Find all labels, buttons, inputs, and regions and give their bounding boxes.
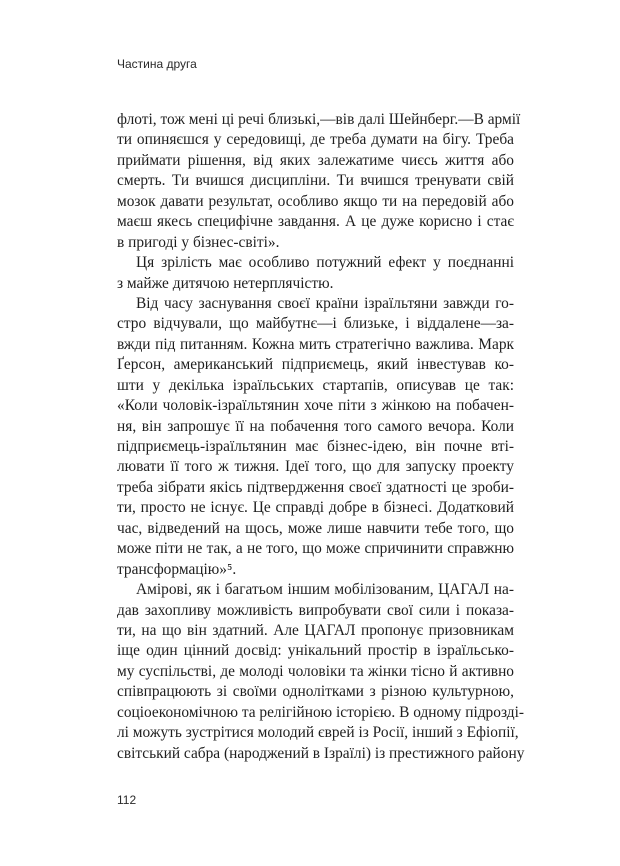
text-line: вжди під питанням. Кожна мить стратегічно важлива. Марк	[117, 335, 514, 353]
text-line: ня, він запрошує її на побачення того самого вечора. Коли	[117, 417, 514, 435]
text-line: Від часу заснування своєї країни ізраїльтяни завжди го-	[136, 294, 514, 312]
text-line: світський сабра (народжений в Ізраїлі) із престижного району	[117, 744, 525, 762]
text-line: маєш якесь специфічне завдання. А це дуже корисно і стає	[117, 213, 514, 231]
text-line: в пригоді у бізнес-світі».	[117, 233, 280, 251]
text-line: стро відчували, що майбутнє—і близьке, і віддалене—за-	[117, 315, 514, 333]
paragraph	[117, 110, 521, 253]
text-line: трансформацію»⁵.	[117, 560, 237, 578]
text-line: смерть. Ти вчишся дисципліни. Ти вчишся тренувати свій	[117, 172, 514, 190]
text-line: му суспільстві, де молоді чоловіки та жінки тісно й активно	[117, 662, 514, 680]
paragraph	[117, 294, 514, 580]
text-line: час, відведений на щось, може лише навчити тебе того, що	[117, 519, 514, 537]
text-line: ти, на що він здатний. Але ЦАГАЛ пропонує призовникам	[117, 621, 514, 639]
text-line: приймати рішення, від яких залежатиме чиєсь життя або	[117, 151, 514, 169]
text-line: підприємець-ізраїльтянин має бізнес-ідею, він почне вті-	[117, 438, 514, 455]
text-line: ти, просто не існує. Це справді добре в бізнесі. Додатковий	[117, 499, 514, 517]
paragraph	[117, 253, 514, 294]
text-line: іще один цінний досвід: унікальний простір в ізраїльсько-	[117, 642, 514, 660]
text-line: дав захопливу можливість випробувати свої сили і показа-	[117, 601, 514, 619]
text-line: з майже дитячою нетерплячістю.	[117, 274, 334, 292]
text-line: Амірові, як і багатьом іншим мобілізованим, ЦАГАЛ на-	[136, 581, 514, 599]
text-line: Ця зрілість має особливо потужний ефект у поєднанні	[136, 254, 514, 272]
text-line: соціоекономічною та релігійною історією. В одному підрозді-	[117, 703, 524, 721]
page-number: 112	[117, 793, 137, 807]
text-line: лювати її того ж тижня. Ідеї того, що для запуску проекту	[117, 458, 514, 476]
text-line: може піти не так, а не того, що може спричинити справжню	[117, 540, 514, 558]
paragraph	[117, 580, 525, 764]
running-head: Частина друга	[117, 57, 197, 71]
text-line: Ґерсон, американський підприємець, який інвестував ко-	[117, 356, 514, 374]
text-line: флоті, тож мені ці речі близькі,—вів далі Шейнберг.—В армії	[117, 111, 521, 128]
text-line: треба зібрати якісь підтвердження своєї здатності це зроби-	[117, 478, 514, 496]
body-text	[117, 110, 525, 764]
text-line: ти опиняєшся у середовищі, де треба думати на бігу. Треба	[117, 131, 514, 149]
text-line: співпрацюють зі своїми однолітками з різною культурною,	[117, 683, 514, 701]
text-line: лі можуть зустрітися молодий єврей із Росії, інший з Ефіопії,	[117, 724, 519, 742]
text-line: шти у декілька ізраїльських стартапів, описував це так:	[117, 376, 514, 394]
text-line: «Коли чоловік-ізраїльтянин хоче піти з жінкою на побачен-	[117, 397, 514, 415]
text-line: мозок давати результат, особливо якщо ти на передовій або	[117, 192, 514, 210]
